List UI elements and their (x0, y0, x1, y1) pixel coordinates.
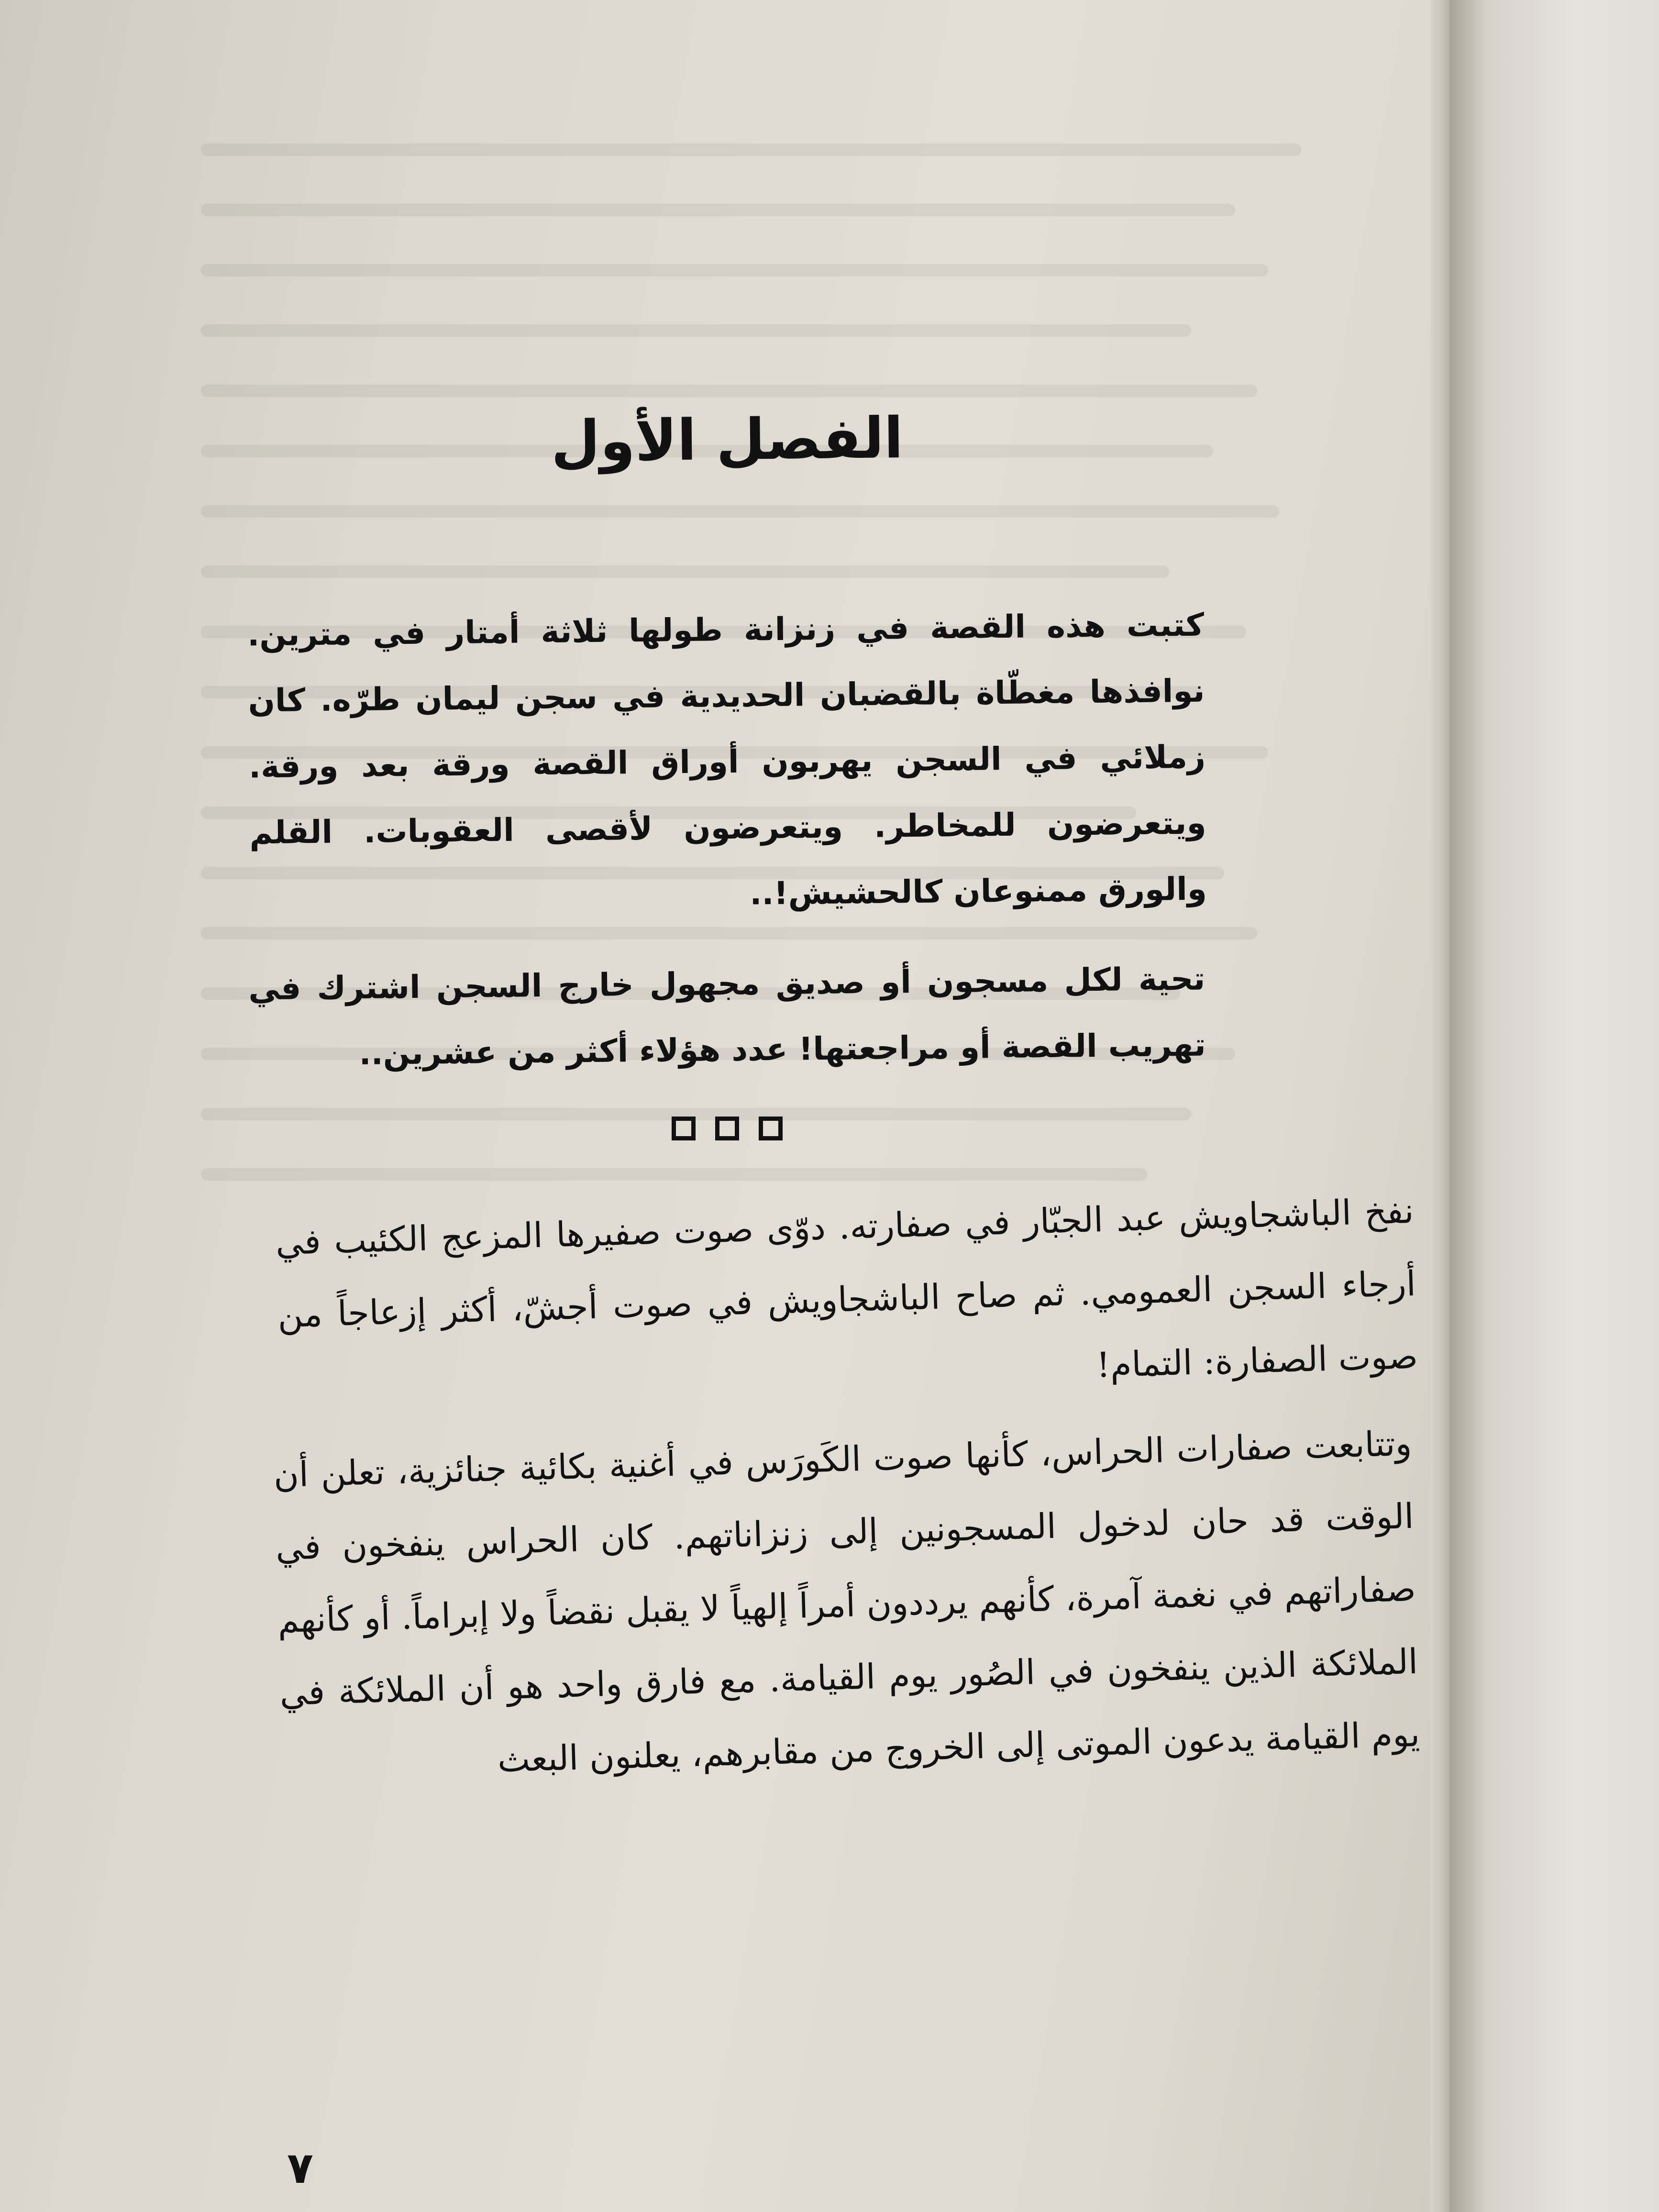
page-number: ٧ (287, 2143, 313, 2193)
facing-page (1449, 0, 1659, 2212)
chapter-title: الفصل الأول (551, 405, 904, 475)
intro-paragraph: تحية لكل مسجون أو صديق مجهول خارج السجن اشترك في تهريب القصة أو مراجعتها! عدد هؤلاء أكثر من عشرين.. (248, 960, 1206, 1073)
page-content (247, 405, 1421, 1801)
square-ornament-icon (672, 1117, 696, 1140)
page-edge (1430, 0, 1449, 2212)
section-separator (249, 1117, 1206, 1142)
body-paragraph: نفخ الباشجاويش عبد الجبّار في صفارته. دوّى صوت صفيرها المزعج الكئيب في أرجاء السجن العمومي. ثم صاح الباشجاويش في صوت أجشّ، أكثر إزعاجاً من صوت الصفارة: التمام! (275, 1190, 1418, 1385)
square-ornament-icon (759, 1117, 783, 1140)
square-ornament-icon (715, 1117, 739, 1140)
body-paragraph: وتتابعت صفارات الحراس، كأنها صوت الكَورَس في أغنية بكائية جنائزية، تعلن أن الوقت قد حان لدخول المسجونين إلى زنزاناتهم. كان الحراس ينفخون في صفاراتهم في نغمة آمرة، كأنهم يرددون أمراً إلهياً لا يقبل نقضاً ولا إبراماً. أو كأنهم الملائكة الذين ينفخون في الصُور يوم القيامة. مع فارق واحد هو أن الملائكة في يوم القيامة يدعون الموتى إلى الخروج من مقابرهم، يعلنون البعث (273, 1423, 1421, 1780)
intro-paragraph: كتبت هذه القصة في زنزانة طولها ثلاثة أمتار في مترين. نوافذها مغطّاة بالقضبان الحديدية في سجن ليمان طرّه. كان زملائي في السجن يهربون أوراق القصة ورقة بعد ورقة. ويتعرضون للمخاطر. ويتعرضون لأقصى العقوبات. القلم والورق ممنوعان كالحشيش!.. (247, 606, 1207, 912)
